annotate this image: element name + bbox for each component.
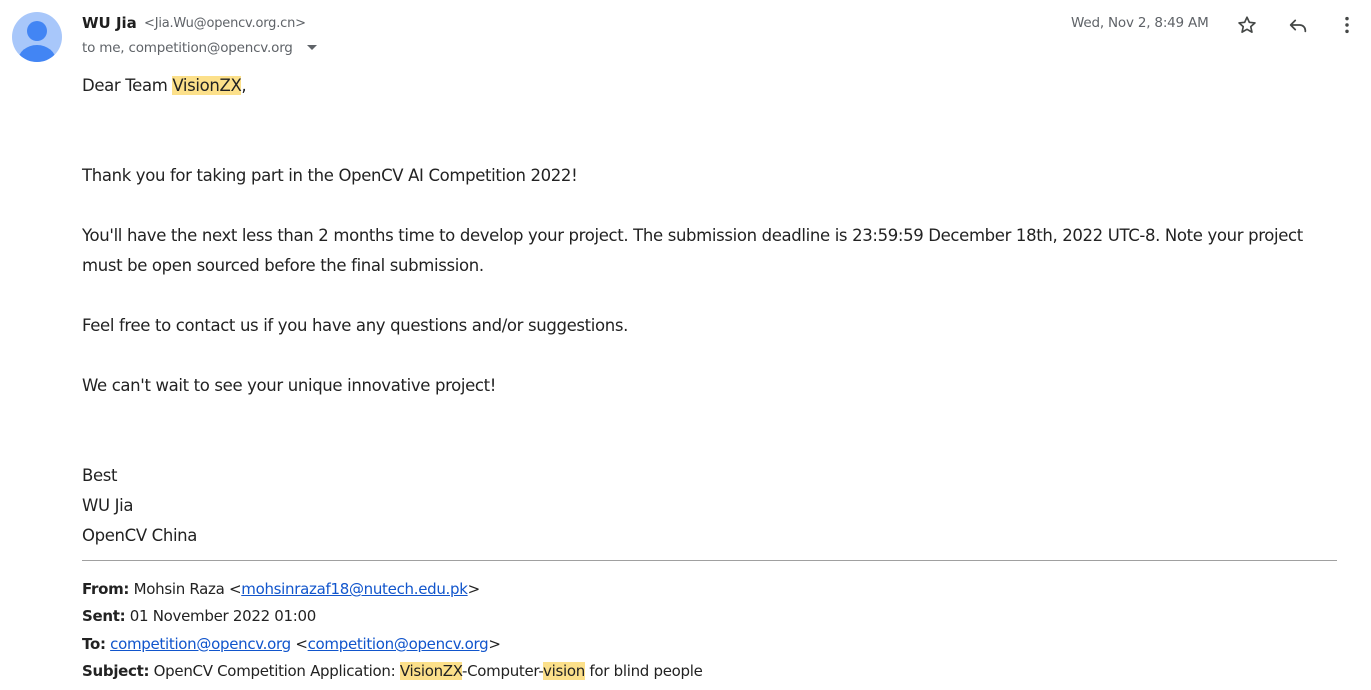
body-paragraph-3: Feel free to contact us if you have any questions and/or suggestions. <box>82 316 629 335</box>
star-icon <box>1236 14 1258 36</box>
sent-label: Sent: <box>82 607 126 625</box>
quoted-subject <box>82 662 703 680</box>
from-label: From: <box>82 580 130 598</box>
reply-button[interactable] <box>1282 9 1314 41</box>
body-paragraph-2-line-1: You'll have the next less than 2 months time to develop your project. The submission deadline is 23:59:59 December 18th, 2022 UTC-8. Note your project <box>82 226 1303 245</box>
greeting-prefix: Dear Team <box>82 76 173 95</box>
sender-email: <Jia.Wu@opencv.org.cn> <box>144 16 306 31</box>
caret-down-icon[interactable] <box>307 45 317 50</box>
quoted-sent <box>82 607 316 625</box>
body-paragraph-1: Thank you for taking part in the OpenCV AI Competition 2022! <box>82 166 578 185</box>
sender-name[interactable]: WU Jia <box>82 14 137 32</box>
signature-name: WU Jia <box>82 496 134 515</box>
subject-highlight-2: vision <box>543 662 585 680</box>
to-mid: < <box>290 635 308 653</box>
greeting <box>82 76 246 95</box>
closing: Best <box>82 466 118 485</box>
message-date: Wed, Nov 2, 8:49 AM <box>1071 15 1209 31</box>
subject-mid: -Computer- <box>462 662 544 680</box>
to-email-link-1[interactable]: competition@opencv.org <box>110 635 291 653</box>
subject-suffix: for blind people <box>584 662 703 680</box>
to-email-link-2[interactable]: competition@opencv.org <box>307 635 489 653</box>
more-vert-icon <box>1336 14 1358 36</box>
to-close: > <box>488 635 501 653</box>
quoted-to <box>82 635 501 653</box>
star-button[interactable] <box>1231 9 1263 41</box>
subject-highlight-1: VisionZX <box>399 662 463 680</box>
subject-prefix: OpenCV Competition Application: <box>149 662 400 680</box>
body-paragraph-4: We can't wait to see your unique innovative project! <box>82 376 497 395</box>
from-email-link[interactable]: mohsinrazaf18@nutech.edu.pk <box>241 580 468 598</box>
recipients-line: to me, competition@opencv.org <box>82 40 293 56</box>
reply-icon <box>1287 14 1309 36</box>
body-paragraph-2-line-2: must be open sourced before the final submission. <box>82 256 484 275</box>
person-avatar-icon <box>27 21 47 41</box>
from-close: > <box>467 580 480 598</box>
person-avatar-body <box>18 45 56 62</box>
quote-divider <box>82 560 1337 561</box>
subject-label: Subject: <box>82 662 150 680</box>
signature-org: OpenCV China <box>82 526 198 545</box>
from-name: Mohsin Raza < <box>129 580 242 598</box>
to-label: To: <box>82 635 106 653</box>
quoted-from <box>82 580 480 598</box>
greeting-team-name: VisionZX <box>172 76 242 95</box>
sender-avatar[interactable] <box>12 12 62 62</box>
sent-value: 01 November 2022 01:00 <box>125 607 317 625</box>
more-options-button[interactable] <box>1331 9 1363 41</box>
greeting-suffix: , <box>241 76 247 95</box>
